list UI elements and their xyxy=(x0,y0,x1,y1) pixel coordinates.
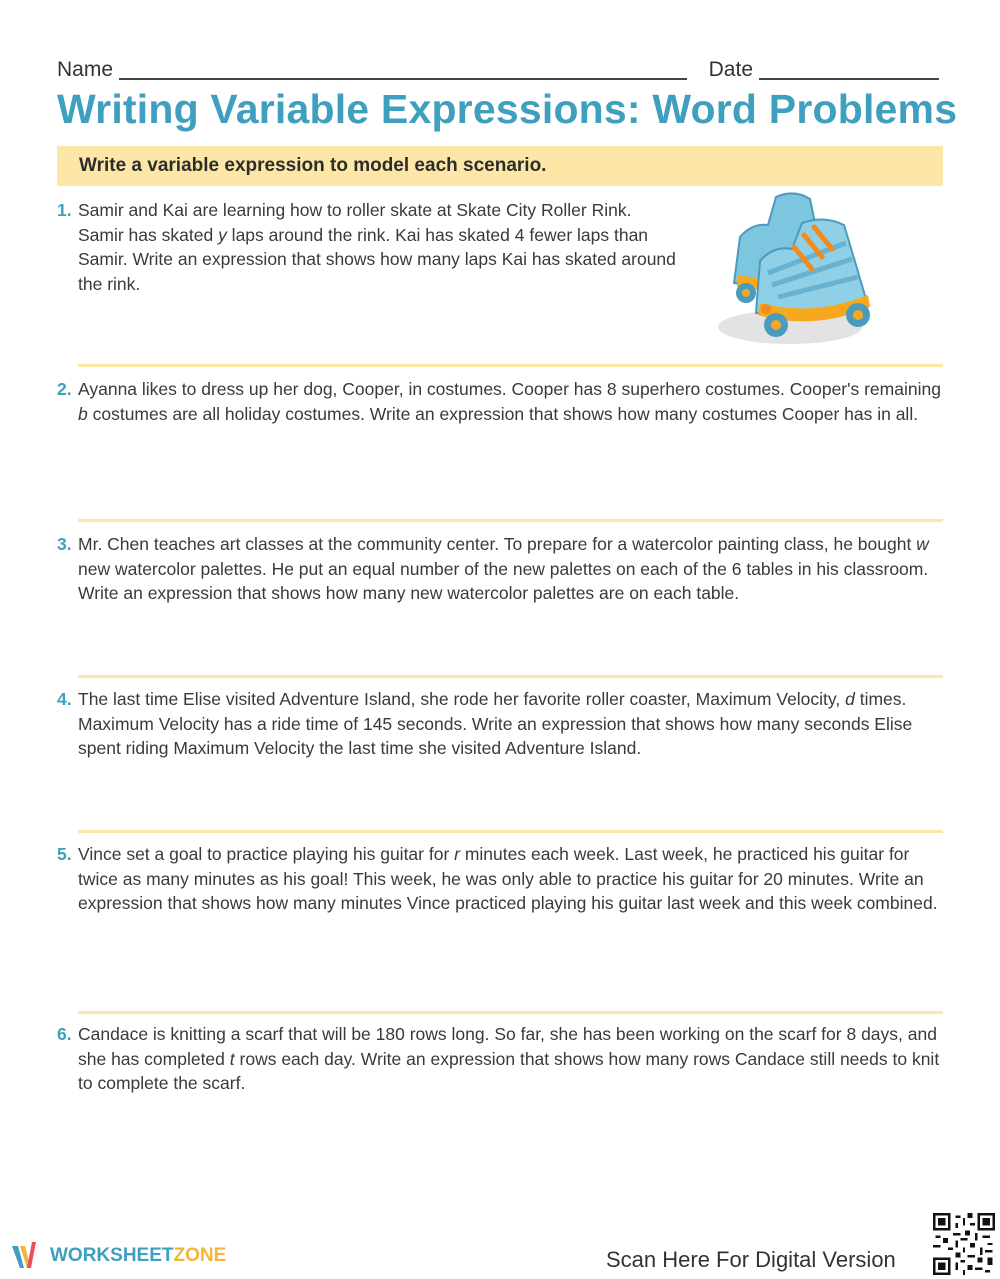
problem-text: Mr. Chen teaches art classes at the community center. To prepare for a watercolor painting class, he bought w new watercolor palettes. He put an equal number of the new palettes on each of the 6 tables in his classroom. Write an expression that shows how many new watercolor palettes are on each table. xyxy=(78,534,929,603)
problem-5 xyxy=(57,842,943,916)
problem-text: Samir and Kai are learning how to roller skate at Skate City Roller Rink. Samir has skated y laps around the rink. Kai has skated 4 fewer laps than Samir. Write an expression that shows how many laps Kai has skated around the rink. xyxy=(78,200,676,294)
problem-text: Vince set a goal to practice playing his guitar for r minutes each week. Last week, he practiced his guitar for twice as many minutes as his goal! This week, he was only able to practice his guitar for 20 minutes. Write an expression that shows how many minutes Vince practiced playing his guitar last week and this week combined. xyxy=(78,844,938,913)
divider xyxy=(78,1011,943,1014)
problem-2 xyxy=(57,377,943,426)
roller-skates-illustration xyxy=(710,185,890,355)
problem-number: 4. xyxy=(57,689,72,709)
name-field[interactable] xyxy=(119,60,687,80)
problem-number: 6. xyxy=(57,1024,72,1044)
date-field[interactable] xyxy=(759,60,939,80)
problem-4 xyxy=(57,687,943,761)
brand-logo xyxy=(10,1238,226,1274)
divider xyxy=(78,364,943,367)
problem-6 xyxy=(57,1022,943,1096)
brand-name-part2: ZONE xyxy=(173,1245,227,1266)
name-label: Name xyxy=(57,58,114,81)
problem-1 xyxy=(57,198,677,296)
qr-code-icon[interactable] xyxy=(933,1213,995,1275)
name-date-row xyxy=(57,54,939,82)
worksheet-zone-logo-icon xyxy=(10,1238,46,1274)
date-label: Date xyxy=(708,58,753,81)
problem-3 xyxy=(57,532,943,606)
divider xyxy=(78,830,943,833)
page-title: Writing Variable Expressions: Word Problems xyxy=(57,86,958,132)
problem-number: 2. xyxy=(57,379,72,399)
problem-number: 3. xyxy=(57,534,72,554)
brand-name-part1: WORKSHEET xyxy=(50,1245,174,1266)
problem-number: 1. xyxy=(57,200,72,220)
divider xyxy=(78,519,943,522)
divider xyxy=(78,675,943,678)
problem-text: Ayanna likes to dress up her dog, Cooper, in costumes. Cooper has 8 superhero costumes. Cooper's remaining b costumes are all holiday costumes. Write an expression that shows how many costumes Cooper has in all. xyxy=(78,379,941,424)
scan-text: Scan Here For Digital Version xyxy=(606,1247,896,1272)
problem-text: The last time Elise visited Adventure Island, she rode her favorite roller coaster, Maximum Velocity, d times. Maximum Velocity has a ride time of 145 seconds. Write an expression that shows how many seconds Elise spent riding Maximum Velocity the last time she visited Adventure Island. xyxy=(78,689,913,758)
problem-text: Candace is knitting a scarf that will be 180 rows long. So far, she has been working on the scarf for 8 days, and she has completed t rows each day. Write an expression that shows how many rows Candace still needs to knit to complete the scarf. xyxy=(78,1024,940,1093)
instruction-text: Write a variable expression to model each scenario. xyxy=(79,155,547,176)
instruction-banner xyxy=(57,146,943,186)
problem-number: 5. xyxy=(57,844,72,864)
